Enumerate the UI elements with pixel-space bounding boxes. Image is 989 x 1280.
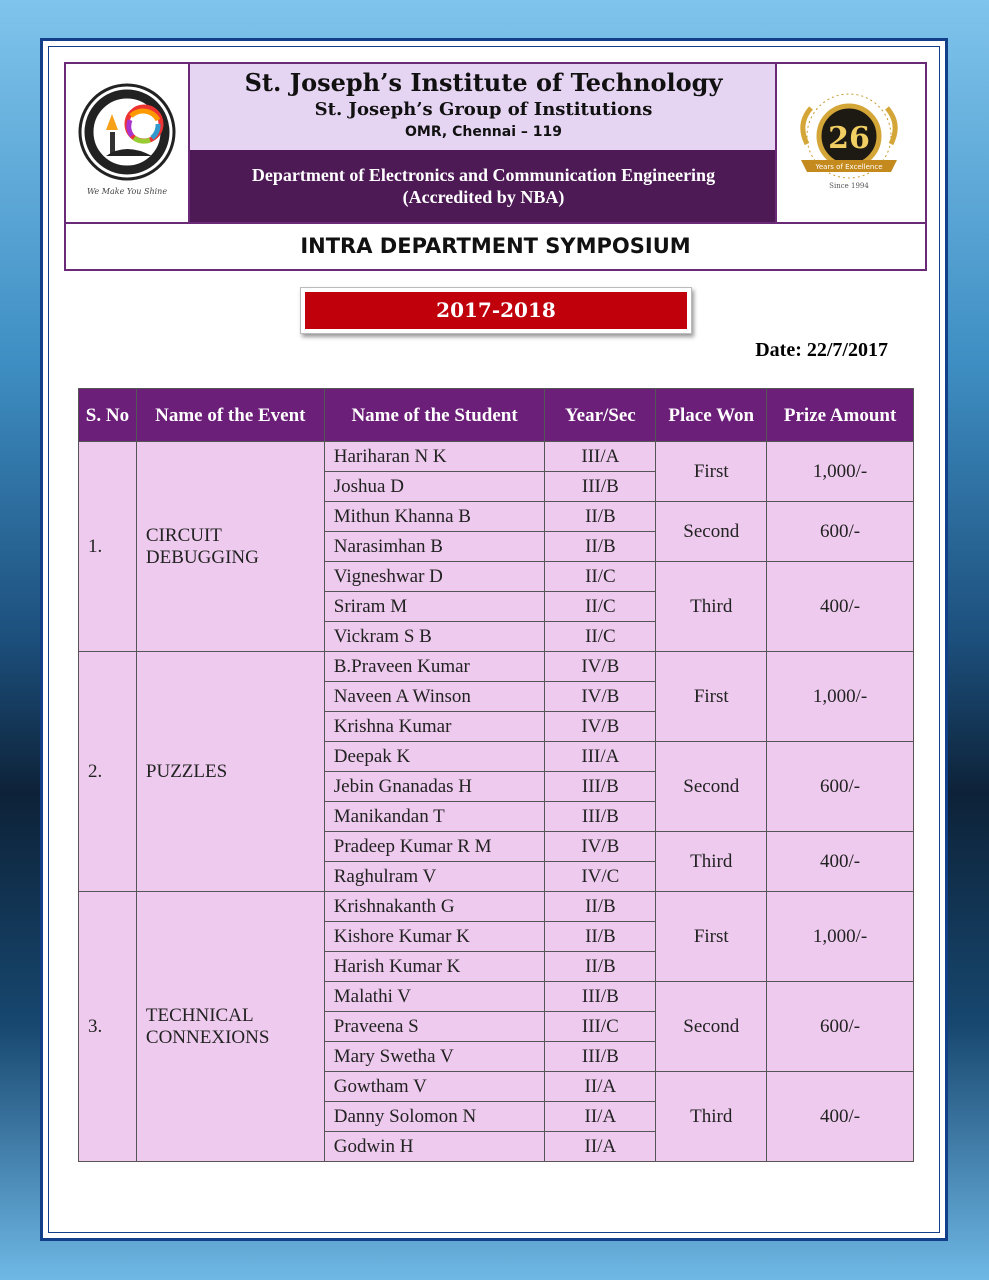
certificate-page [40,38,948,1241]
prize-amount-cell: 600/- [767,742,914,832]
student-name-cell: Vigneshwar D [324,562,545,592]
prize-amount-cell: 1,000/- [767,442,914,502]
year-section-cell: II/A [545,1132,656,1162]
anniversary-since: Since 1994 [829,182,869,190]
group-name: St. Joseph’s Group of Institutions [314,99,653,120]
year-section-cell: II/C [545,592,656,622]
results-table [78,388,914,1162]
left-logo-box [66,64,190,222]
year-section-cell: III/B [545,982,656,1012]
year-section-cell: II/C [545,562,656,592]
prize-amount-cell: 400/- [767,562,914,652]
table-row [79,652,914,682]
institution-title-block [190,64,777,150]
year-section-cell: III/B [545,772,656,802]
column-header: Place Won [656,389,767,442]
prize-amount-cell: 1,000/- [767,652,914,742]
place-won-cell: Third [656,562,767,652]
academic-year: 2017-2018 [305,292,687,329]
accreditation-note: (Accredited by NBA) [402,187,565,207]
year-section-cell: III/B [545,472,656,502]
student-name-cell: Manikandan T [324,802,545,832]
student-name-cell: Naveen A Winson [324,682,545,712]
college-seal-logo-icon [66,64,188,222]
year-section-cell: III/A [545,442,656,472]
year-section-cell: IV/C [545,862,656,892]
place-won-cell: First [656,652,767,742]
prize-amount-cell: 1,000/- [767,892,914,982]
year-section-cell: II/A [545,1102,656,1132]
place-won-cell: Second [656,982,767,1072]
department-band [190,150,777,222]
table-row [79,442,914,472]
year-section-cell: II/B [545,922,656,952]
svg-text:We Make You Shine: We Make You Shine [86,187,168,196]
year-section-cell: III/A [545,742,656,772]
results-body [79,442,914,1162]
year-section-cell: III/B [545,1042,656,1072]
place-won-cell: First [656,442,767,502]
event-name-cell: TECHNICAL CONNEXIONS [136,892,324,1162]
student-name-cell: Krishnakanth G [324,892,545,922]
anniversary-number: 26 [828,121,870,156]
student-name-cell: Malathi V [324,982,545,1012]
place-won-cell: Third [656,832,767,892]
prize-amount-cell: 400/- [767,1072,914,1162]
student-name-cell: Deepak K [324,742,545,772]
student-name-cell: Raghulram V [324,862,545,892]
place-won-cell: Second [656,502,767,562]
student-name-cell: Danny Solomon N [324,1102,545,1132]
symposium-title: INTRA DEPARTMENT SYMPOSIUM [64,224,927,271]
table-row [79,892,914,922]
prize-amount-cell: 600/- [767,982,914,1072]
year-section-cell: IV/B [545,832,656,862]
student-name-cell: Sriram M [324,592,545,622]
column-header: Prize Amount [767,389,914,442]
student-name-cell: Mithun Khanna B [324,502,545,532]
student-name-cell: Praveena S [324,1012,545,1042]
right-logo-box [775,64,925,222]
event-name-cell: PUZZLES [136,652,324,892]
serial-number-cell: 3. [79,892,137,1162]
year-section-cell: II/B [545,892,656,922]
anniversary-emblem-icon [777,64,925,222]
student-name-cell: Joshua D [324,472,545,502]
place-won-cell: Third [656,1072,767,1162]
serial-number-cell: 1. [79,442,137,652]
year-section-cell: II/C [545,622,656,652]
place-won-cell: Second [656,742,767,832]
year-section-cell: II/B [545,532,656,562]
prize-amount-cell: 400/- [767,832,914,892]
student-name-cell: Narasimhan B [324,532,545,562]
student-name-cell: Krishna Kumar [324,712,545,742]
event-date: Date: 22/7/2017 [755,339,888,361]
year-section-cell: IV/B [545,652,656,682]
year-section-cell: IV/B [545,682,656,712]
academic-year-box [300,287,692,334]
year-section-cell: II/B [545,502,656,532]
column-header: S. No [79,389,137,442]
column-header: Name of the Student [324,389,545,442]
serial-number-cell: 2. [79,652,137,892]
column-header: Name of the Event [136,389,324,442]
student-name-cell: Harish Kumar K [324,952,545,982]
year-section-cell: II/B [545,952,656,982]
student-name-cell: B.Praveen Kumar [324,652,545,682]
student-name-cell: Pradeep Kumar R M [324,832,545,862]
place-won-cell: First [656,892,767,982]
year-section-cell: II/A [545,1072,656,1102]
event-name-cell: CIRCUIT DEBUGGING [136,442,324,652]
student-name-cell: Kishore Kumar K [324,922,545,952]
year-section-cell: III/C [545,1012,656,1042]
student-name-cell: Jebin Gnanadas H [324,772,545,802]
anniversary-ribbon: Years of Excellence [815,163,883,171]
prize-amount-cell: 600/- [767,502,914,562]
student-name-cell: Hariharan N K [324,442,545,472]
column-header: Year/Sec [545,389,656,442]
student-name-cell: Mary Swetha V [324,1042,545,1072]
institution-header [64,62,927,224]
institution-address: OMR, Chennai – 119 [405,124,562,140]
table-header-row [79,389,914,442]
department-name: Department of Electronics and Communication Engineering [251,165,716,185]
student-name-cell: Vickram S B [324,622,545,652]
year-section-cell: IV/B [545,712,656,742]
student-name-cell: Gowtham V [324,1072,545,1102]
year-section-cell: III/B [545,802,656,832]
institution-name: St. Joseph’s Institute of Technology [244,68,723,97]
student-name-cell: Godwin H [324,1132,545,1162]
